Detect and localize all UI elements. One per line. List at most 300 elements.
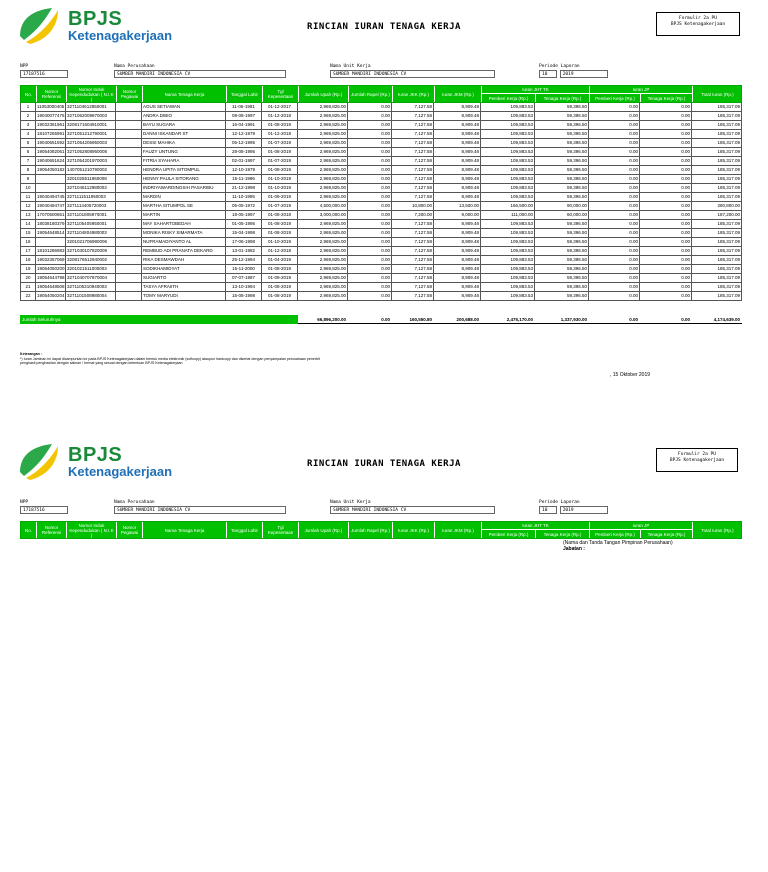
cell-tot: 187,200.00 [692,211,742,219]
cell-rapel: 0.00 [348,121,392,129]
cell-ppk: 0.00 [589,130,640,138]
cell-lahir: 13-01-1982 [226,247,262,255]
cell-jpk: 109,883.53 [481,238,535,246]
cell-ref: 19040651592 [37,140,65,145]
cell-tgl: 01-08-2019 [262,292,298,300]
cell-ppk: 0.00 [589,238,640,246]
cell-pegawai [116,220,142,228]
cell-rapel: 0.00 [348,175,392,183]
period-label: Periode Laporan [539,500,580,505]
cell-pegawai [116,292,142,300]
cell-jtk: 59,396.50 [535,238,589,246]
header-jht-pemberi: Pemberi Kerja (Rp.) [482,94,536,102]
cell-tot: 185,317.09 [692,103,742,111]
cell-upah: 2,969,825.00 [298,193,348,201]
table-row [20,202,742,211]
cell-tot: 185,317.09 [692,220,742,228]
cell-upah: 2,969,825.00 [298,166,348,174]
cell-nik: 3271105405950001 [66,220,116,228]
cell-jkm: 8,909.48 [434,130,481,138]
cell-lahir: 13-10-1994 [226,283,262,291]
cell-rapel: 0.00 [348,220,392,228]
cell-no: 1 [20,103,36,111]
cell-jkm: 13,500.00 [434,202,481,210]
cell-jtk: 59,396.50 [535,157,589,165]
cell-jkm: 8,909.48 [434,103,481,111]
cell-nama: FAUZY UNTUNG [142,148,226,156]
cell-tgl: 01-08-2019 [262,265,298,273]
header-ref: Nomor Referensi [37,522,67,538]
cell-tot: 185,317.09 [692,157,742,165]
table-row [20,157,742,166]
header-jht: Iuran JHT TK [482,86,590,94]
company-value: SUMBER MANDIRI INDONESIA CV [114,506,286,514]
table-row [20,184,742,193]
cell-nama: RIKA DESMAWDAH [142,256,226,264]
header-nik: Nomor Induk Kependudukan ( N.I.K ) [67,522,117,538]
cell-ptk: 0.00 [640,229,692,237]
cell-jtk: 59,396.50 [535,220,589,228]
cell-pegawai [116,283,142,291]
cell-ppk: 0.00 [589,247,640,255]
cell-no: 9 [20,175,36,183]
cell-jpk: 109,883.53 [481,157,535,165]
cell-upah: 2,969,825.00 [298,112,348,120]
cell-jkm: 8,909.48 [434,256,481,264]
cell-tgl: 01-08-2019 [262,229,298,237]
cell-tot: 185,317.09 [692,130,742,138]
cell-jkm: 8,909.48 [434,283,481,291]
unit-field-2 [330,500,495,514]
period-field-2 [539,500,609,516]
cell-jtk: 59,396.50 [535,103,589,111]
cell-nik: 3271054201970003 [66,157,116,165]
cell-ptk: 0.00 [640,193,692,201]
header-jp: Iuran JP [590,86,693,94]
cell-ptk: 0.00 [640,112,692,120]
cell-rapel: 0.00 [348,256,392,264]
signature-block [563,540,673,552]
cell-tgl: 01-09-2019 [262,193,298,201]
total-ptk: 0.00 [640,315,692,324]
cell-pegawai [116,121,142,129]
cell-tgl: 01-07-2019 [262,202,298,210]
cell-ref: 19054082061 [37,149,65,154]
cell-jpk: 109,883.53 [481,265,535,273]
cell-no: 4 [20,130,36,138]
header-rapel: Jumlah Rapel (Rp.) [349,86,393,102]
cell-jkk: 7,127.58 [392,184,434,192]
cell-ref: 19040651624 [37,158,65,163]
cell-jtk: 60,000.00 [535,211,589,219]
cell-jtk: 59,396.50 [535,148,589,156]
cell-jkm: 8,909.48 [434,265,481,273]
period-month: 10 [539,70,557,78]
cell-jpk: 109,883.53 [481,256,535,264]
unit-value: SUMBER MANDIRI INDONESIA CV [330,506,495,514]
cell-tgl: 01-08-2019 [262,220,298,228]
cell-jkk: 7,127.58 [392,139,434,147]
cell-pegawai [116,166,142,174]
total-ppk: 0.00 [589,315,640,324]
cell-rapel: 0.00 [348,193,392,201]
cell-jtk: 59,396.50 [535,265,589,273]
cell-rapel: 0.00 [348,211,392,219]
cell-no: 22 [20,292,36,300]
cell-no: 15 [20,229,36,237]
cell-ptk: 0.00 [640,265,692,273]
header-jp-pemberi: Pemberi Kerja (Rp.) [590,94,641,102]
cell-jpk: 109,883.53 [481,292,535,300]
period-year: 2019 [560,506,608,514]
cell-ref: 19040494745 [37,194,65,199]
header-jp-pemberi: Pemberi Kerja (Rp.) [590,530,641,538]
header-kepesertaan: Tgl Kepesertaan [263,522,299,538]
cell-rapel: 0.00 [348,148,392,156]
period-field [539,64,609,80]
cell-pegawai [116,103,142,111]
cell-rapel: 0.00 [348,130,392,138]
cell-ptk: 0.00 [640,103,692,111]
cell-ref [36,238,66,246]
cell-pegawai [116,148,142,156]
cell-jtk: 59,396.50 [535,130,589,138]
cell-tot: 185,317.09 [692,148,742,156]
notes-text: *) Iuran Jaminan ini dapat dicampurkan ke pada BPJS Ketenagakerjaan dalam bentuk media elektronik (softcopy) ataupun hardcopy dan disertai dengan penyampaian perusahaan penerbit penghasil penghasilan dengan salinan / format yang sesuai dengan ketentuan BPJS Ketenagakerjaan [20,356,320,365]
cell-lahir: 07-07-1987 [226,274,262,282]
cell-no: 18 [20,256,36,264]
cell-ref: 19032357069 [37,257,65,262]
header-jp: Iuran JP [590,522,693,530]
cell-tgl: 01-08-2019 [262,148,298,156]
cell-jpk: 111,000.00 [481,211,535,219]
cell-jkk: 7,127.58 [392,130,434,138]
cell-lahir: 05-12-1995 [226,139,262,147]
cell-tgl: 01-10-2019 [262,175,298,183]
cell-jpk: 166,500.00 [481,202,535,210]
cell-upah: 2,969,825.00 [298,229,348,237]
cell-lahir: 11-10-1995 [226,193,262,201]
cell-nik: 3271101508980004 [66,292,116,300]
cell-ptk: 0.00 [640,157,692,165]
company-label: Nama Perusahaan [114,64,155,69]
cell-ptk: 0.00 [640,283,692,291]
cell-lahir: 08-08-1997 [226,112,262,120]
cell-ref: 17070500861 [37,212,65,217]
cell-jpk: 109,883.53 [481,103,535,111]
cell-tgl: 01-07-2019 [262,157,298,165]
cell-nik: 1407051210790002 [66,166,116,174]
table-row [20,148,742,157]
cell-nik: 3271062009870003 [66,112,116,120]
cell-jkm: 8,909.48 [434,238,481,246]
cell-upah: 2,969,825.00 [298,238,348,246]
cell-jtk: 59,396.50 [535,274,589,282]
cell-upah: 2,969,825.00 [298,184,348,192]
cell-tgl: 01-10-2019 [262,238,298,246]
table-row [20,256,742,265]
header-jkm: Iuran JKM (Rp.) [435,522,482,538]
total-label: Jumlah Seluruhnya [20,315,298,324]
cell-no: 12 [20,202,36,210]
total-jkm: 200,688.00 [434,315,481,324]
total-upah: 66,896,200.00 [298,315,348,324]
cell-tgl: 01-10-2019 [262,184,298,192]
company-field-2 [114,500,286,514]
cell-jkm: 8,909.48 [434,220,481,228]
cell-nama: MARDIN [142,193,226,201]
cell-jtk: 59,396.50 [535,184,589,192]
cell-jpk: 109,883.53 [481,139,535,147]
table-row [20,166,742,175]
header-upah: Jumlah Upah (Rp.) [299,86,349,102]
cell-nama: ANDRA DIBIO [142,112,226,120]
cell-jtk: 59,396.50 [535,166,589,174]
cell-ptk: 0.00 [640,274,692,282]
cell-rapel: 0.00 [348,139,392,147]
cell-ptk: 0.00 [640,220,692,228]
cell-pegawai [116,229,142,237]
cell-ppk: 0.00 [589,193,640,201]
cell-lahir: 18-05-1997 [226,211,262,219]
cell-pegawai [116,211,142,219]
cell-jpk: 109,883.53 [481,121,535,129]
header-pegawai: Nomor Pegawai [117,522,143,538]
cell-nama: MAY SAHARTOBEDAH [142,220,226,228]
cell-upah: 2,969,825.00 [298,103,348,111]
cell-pegawai [116,247,142,255]
cell-jtk: 59,396.50 [535,283,589,291]
cell-ppk: 0.00 [589,211,640,219]
cell-jkk: 7,127.58 [392,238,434,246]
cell-upah: 2,969,825.00 [298,247,348,255]
company-value: SUMBER MANDIRI INDONESIA CV [114,70,286,78]
cell-rapel: 0.00 [348,229,392,237]
cell-nik: 3271051212790001 [66,130,116,138]
page-title: RINCIAN IURAN TENAGA KERJA [307,22,461,32]
cell-tgl: 01-09-2019 [262,274,298,282]
cell-nik: 3271030107820009 [66,247,116,255]
table-row [20,121,742,130]
cell-rapel: 0.00 [348,283,392,291]
cell-tgl: 01-04-2019 [262,256,298,264]
table-row [20,139,742,148]
cell-jpk: 109,883.53 [481,130,535,138]
cell-nama: DESSI MAHIKA [142,139,226,147]
cell-jkm: 8,909.48 [434,229,481,237]
cell-tot: 185,317.09 [692,274,742,282]
cell-pegawai [116,139,142,147]
cell-upah: 2,969,825.00 [298,256,348,264]
cell-ptk: 0.00 [640,121,692,129]
cell-jkm: 8,909.48 [434,112,481,120]
cell-tot: 185,317.09 [692,139,742,147]
header-jkk: Iuran JKK (Rp.) [393,86,435,102]
form-code-line2: BPJS Ketenagakerjaan [669,458,725,463]
cell-upah: 2,969,825.00 [298,130,348,138]
cell-jpk: 109,883.53 [481,166,535,174]
cell-lahir: 17-06-1998 [226,238,262,246]
cell-tgl: 01-12-2018 [262,247,298,255]
cell-jkk: 7,127.58 [392,175,434,183]
cell-ppk: 0.00 [589,265,640,273]
cell-tgl: 01-12-2018 [262,112,298,120]
cell-no: 16 [20,238,36,246]
total-jpk: 2,475,170.00 [481,315,535,324]
cell-tot: 185,317.09 [692,283,742,291]
cell-no: 3 [20,121,36,129]
cell-ppk: 0.00 [589,256,640,264]
page-1 [0,0,768,430]
logo-text-bpjs: BPJS [68,444,123,466]
cell-tgl: 01-08-2019 [262,121,298,129]
cell-no: 8 [20,166,36,174]
cell-jkk: 7,127.58 [392,274,434,282]
cell-ptk: 0.00 [640,256,692,264]
cell-ref [36,175,66,183]
cell-ref: 19054050182 [37,167,65,172]
unit-field [330,64,495,78]
header-jp-tenaga: Tenaga Kerja (Rp.) [641,530,693,538]
cell-ref: 18107265991 [37,131,65,136]
table-total-row [20,315,742,324]
cell-no: 17 [20,247,36,255]
cell-tot: 185,317.09 [692,265,742,273]
cell-rapel: 0.00 [348,274,392,282]
form-code-line2: BPJS Ketenagakerjaan [670,22,726,27]
signature-position: Jabatan : [563,546,585,552]
table-row [20,103,742,112]
cell-upah: 4,500,000.00 [298,202,348,210]
total-tot: 4,174,639.00 [692,315,742,324]
cell-pegawai [116,157,142,165]
cell-nik: 3271054205950003 [66,139,116,147]
npp-field [20,64,68,78]
cell-jpk: 109,883.53 [481,148,535,156]
cell-pegawai [116,256,142,264]
table-row [20,112,742,121]
cell-jkk: 7,127.58 [392,265,434,273]
cell-lahir: 15-08-1998 [226,292,262,300]
form-code-box-2 [656,448,738,472]
cell-ppk: 0.00 [589,292,640,300]
cell-nik: 3271114405720003 [66,202,116,210]
cell-jpk: 109,883.53 [481,274,535,282]
cell-ptk: 0.00 [640,238,692,246]
cell-rapel: 0.00 [348,292,392,300]
cell-jtk: 59,396.50 [535,256,589,264]
company-field [114,64,286,78]
cell-ref: 19054050200 [37,266,65,271]
cell-tot: 185,317.09 [692,175,742,183]
cell-pegawai [116,184,142,192]
table-row [20,238,742,247]
cell-lahir: 05-05-1972 [226,202,262,210]
total-jkk: 160,550.80 [392,315,434,324]
cell-pegawai [116,265,142,273]
cell-jkm: 9,000.00 [434,211,481,219]
cell-no: 7 [20,157,36,165]
cell-jkk: 7,127.58 [392,121,434,129]
cell-pegawai [116,130,142,138]
cell-nama: FITRIA SYAHARA [142,157,226,165]
cell-jtk: 59,396.50 [535,247,589,255]
cell-jpk: 109,883.53 [481,283,535,291]
cell-jkk: 7,127.58 [392,112,434,120]
cell-upah: 2,969,825.00 [298,148,348,156]
cell-ref: 19040077475 [37,113,65,118]
company-label: Nama Perusahaan [114,500,155,505]
cell-jtk: 59,396.50 [535,292,589,300]
cell-rapel: 0.00 [348,112,392,120]
cell-tot: 185,317.09 [692,184,742,192]
cell-lahir: 15-11-2000 [226,265,262,273]
cell-nik: 3271046112980003 [66,184,116,192]
header-jht-tenaga: Tenaga Kerja (Rp.) [536,530,590,538]
cell-pegawai [116,193,142,201]
cell-jtk: 59,396.50 [535,112,589,120]
cell-tgl: 01-08-2019 [262,283,298,291]
form-code-box [656,12,740,36]
cell-nik: 3271040707870004 [66,274,116,282]
cell-ref: 18038180379 [37,221,65,226]
cell-tot: 185,317.09 [692,193,742,201]
table-row [20,247,742,256]
cell-nik: 3208176512940002 [66,256,116,264]
cell-jpk: 109,883.53 [481,184,535,192]
header-lahir: Tanggal Lahir [227,86,263,102]
cell-lahir: 11-06-1981 [226,103,262,111]
cell-ref: 19032361961 [37,122,65,127]
cell-no: 20 [20,274,36,282]
cell-nik: 3201025511960008 [66,175,116,183]
cell-lahir: 02-01-1997 [226,157,262,165]
cell-no: 5 [20,139,36,147]
cell-no: 10 [20,184,36,192]
cell-nik: 3271104612850001 [66,103,116,111]
table-row [20,265,742,274]
cell-nama: NUFRAMADIYANTO AL [142,238,226,246]
cell-upah: 3,000,000.00 [298,211,348,219]
notes [20,352,320,366]
table-row [20,220,742,229]
cell-pegawai [116,274,142,282]
cell-ppk: 0.00 [589,112,640,120]
unit-label: Nama Unit Kerja [330,500,371,505]
cell-ppk: 0.00 [589,157,640,165]
cell-jkm: 8,909.48 [434,139,481,147]
cell-tgl: 01-08-2018 [262,211,298,219]
cell-upah: 2,969,825.00 [298,175,348,183]
cell-lahir: 25-12-1994 [226,256,262,264]
cell-nik: 3271104804980003 [66,229,116,237]
header-jht-pemberi: Pemberi Kerja (Rp.) [482,530,536,538]
period-year: 2019 [560,70,608,78]
cell-nik: 3271111511950003 [66,193,116,201]
npp-label: NPP [20,64,29,69]
cell-jkm: 8,909.48 [434,247,481,255]
cell-ref: 19054648508 [37,284,65,289]
cell-nama: HENDRA UPITA SITOMPUL [142,166,226,174]
cell-rapel: 0.00 [348,202,392,210]
cell-jkk: 7,127.58 [392,229,434,237]
cell-ref: 18101286983 [37,248,65,253]
header-jkk: Iuran JKK (Rp.) [393,522,435,538]
total-rapel: 0.00 [348,315,392,324]
header-upah: Jumlah Upah (Rp.) [299,522,349,538]
cell-pegawai [116,175,142,183]
cell-ptk: 0.00 [640,202,692,210]
